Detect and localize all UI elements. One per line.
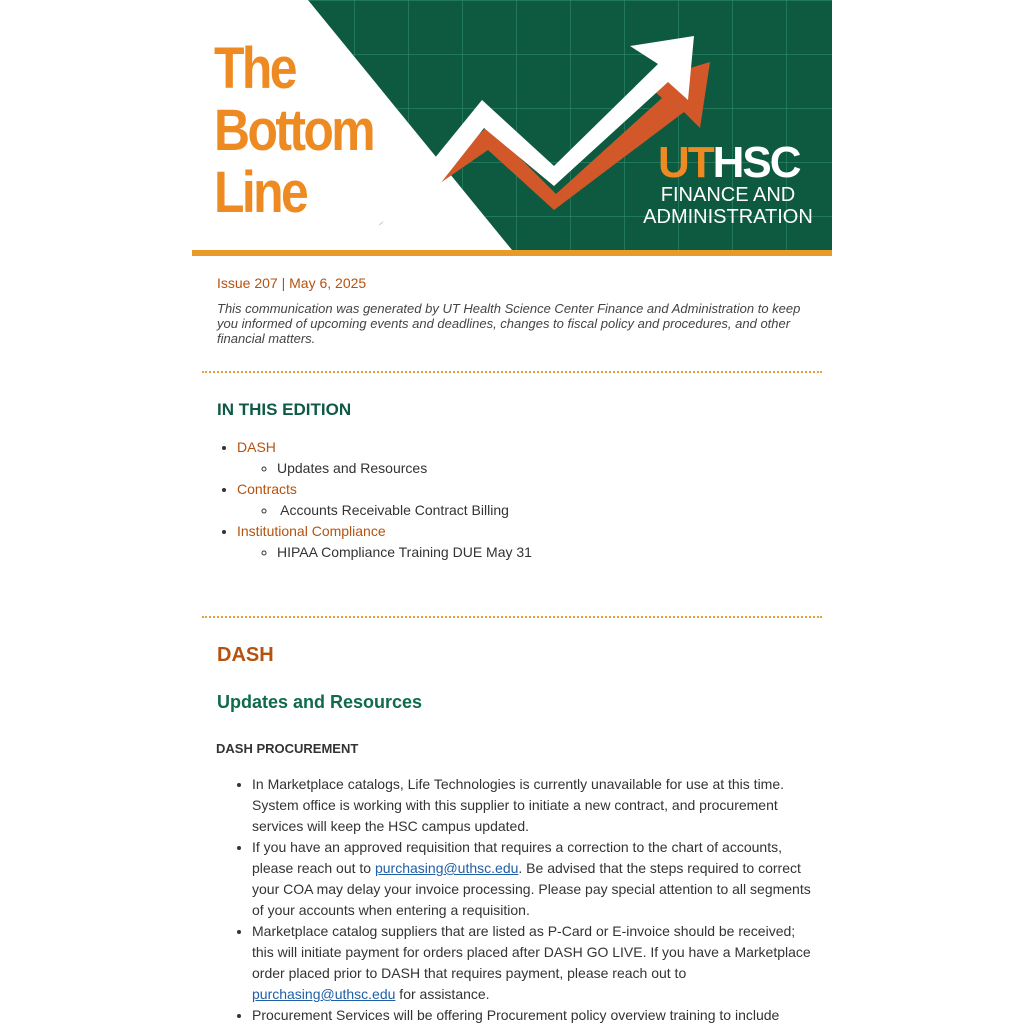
logo-hsc: HSC	[712, 138, 800, 187]
table-of-contents	[217, 437, 817, 563]
issue-line: Issue 207 | May 6, 2025	[217, 275, 367, 291]
toc-subitem: ◦ Updates and Resources	[277, 458, 817, 479]
edition-heading: IN THIS EDITION	[217, 400, 352, 419]
email-link[interactable]: purchasing@uthsc.edu	[252, 986, 396, 1002]
procurement-bullets	[232, 774, 812, 1026]
toc-item-dash	[237, 437, 817, 479]
divider-top	[202, 371, 822, 373]
logo-ut: UT	[658, 138, 713, 187]
toc-link-compliance[interactable]: Institutional Compliance	[237, 523, 386, 539]
newsletter-title: The Bottom Line	[214, 36, 374, 225]
procurement-heading: DASH PROCUREMENT	[216, 741, 359, 756]
toc-link-contracts[interactable]: Contracts	[237, 481, 297, 497]
department-name: FINANCE AND ADMINISTRATION	[643, 184, 813, 228]
toc-subitem: ◦ HIPAA Compliance Training DUE May 31	[277, 542, 817, 563]
header-banner	[192, 0, 832, 256]
toc-subitem: ◦ Accounts Receivable Contract Billing	[277, 500, 817, 521]
list-item: • If you have an approved requisition that requires a correction to the chart of accounts, please reach out to purchasing@uthsc.edu. Be advised that the steps required to correct your COA may delay your invoice processing. Please pay special attention to all segments of your accounts when entering a requisition.	[252, 837, 812, 921]
list-item: • Procurement Services will be offering Procurement policy overview training to include	[252, 1005, 812, 1026]
list-item: • Marketplace catalog suppliers that are listed as P-Card or E-invoice should be received; this will initiate payment for orders placed after DASH GO LIVE. If you have a Marketplace order placed prior to DASH that requires payment, please reach out to purchasing@uthsc.edu for assistance.	[252, 921, 812, 1005]
list-item: • In Marketplace catalogs, Life Technologies is currently unavailable for use at this time. System office is working with this supplier to initiate a new contract, and procurement services will keep the HSC campus updated.	[252, 774, 812, 837]
divider-middle	[202, 616, 822, 618]
toc-item-compliance	[237, 521, 817, 563]
intro-text: This communication was generated by UT Health Science Center Finance and Administration to keep you informed of upcoming events and deadlines, changes to fiscal policy and procedures, and other financial matters.	[217, 301, 801, 346]
email-link[interactable]: purchasing@uthsc.edu	[374, 860, 519, 876]
toc-link-dash[interactable]: DASH	[237, 439, 276, 455]
banner-rule	[192, 250, 832, 256]
uthsc-logo	[658, 140, 800, 186]
section-subtitle: Updates and Resources	[217, 692, 423, 712]
section-title-dash: DASH	[217, 644, 274, 666]
toc-item-contracts	[237, 479, 817, 521]
